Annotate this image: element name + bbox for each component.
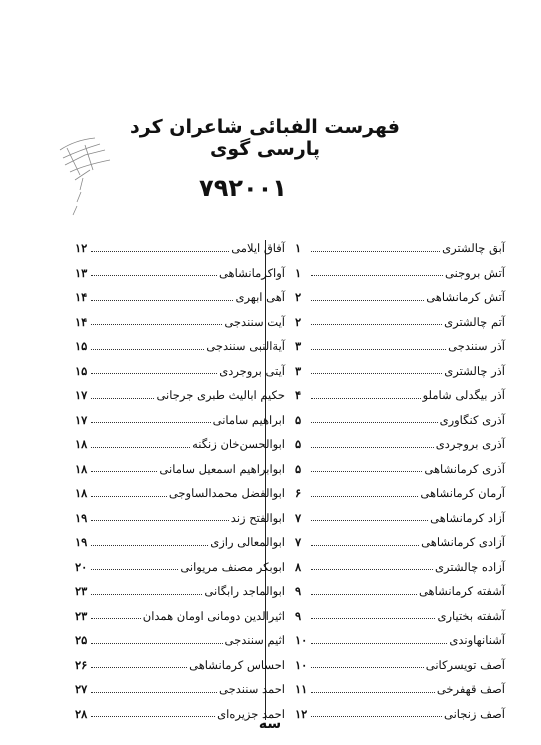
index-entry [295,677,505,702]
index-entry [75,408,285,433]
dot-leader [91,447,190,448]
index-entry [75,236,285,261]
dot-leader [311,643,447,644]
dot-leader [311,447,434,448]
page-ref: ۱۵ [75,339,88,354]
poet-name: احمد جزیره‌ای [217,706,285,721]
poet-name: آزاده چالشتری [435,559,505,574]
dot-leader [311,471,422,472]
index-entry [295,653,505,678]
poet-name: آواکرمانشاهی [218,265,285,280]
poet-name: آشفته کرمانشاهی [418,584,505,599]
dot-leader [91,373,217,374]
index-entry [295,530,505,555]
page-ref: ۱ [295,265,302,280]
index-entry [75,653,285,678]
page-ref: ۱۳ [75,265,88,280]
dot-leader [311,324,442,325]
index-entry [75,555,285,580]
dot-leader [311,520,428,521]
index-entry [295,261,505,286]
page-ref: ۱۴ [75,290,88,305]
index-entry [75,383,285,408]
poet-name: احمد سنندجی [219,682,285,697]
page-ref: ۵ [295,437,302,452]
page-ref: ۱۷ [75,412,88,427]
dot-leader [311,496,418,497]
poet-name: حکیم ابالیث طبری جرجانی [156,388,285,403]
dot-leader [311,300,424,301]
page-ref: ۱۲ [75,241,88,256]
catalog-number: ۷۹۲۰۰۱ [199,174,287,202]
poet-name: آشنانهاوندی [449,633,505,648]
dot-leader [91,692,217,693]
dot-leader [91,471,157,472]
dot-leader [91,275,217,276]
page-ref: ۲۷ [75,682,88,697]
poet-name: ابوالفتح زند [230,510,285,525]
page-ref: ۱۰ [295,657,308,672]
index-entry [295,383,505,408]
index-entry [75,481,285,506]
page-ref: ۲ [295,290,302,305]
poet-name: آصف زنجانی [444,706,505,721]
page-title: فهرست الفبائی شاعران کرد پارسی گوی [130,116,400,160]
index-entry [75,530,285,555]
index-entry [295,481,505,506]
dot-leader [91,300,233,301]
index-entry [75,628,285,653]
page-ref: ۱ [295,241,302,256]
dot-leader [311,349,446,350]
index-entry [295,359,505,384]
dot-leader [91,594,202,595]
page-ref: ۷ [295,510,302,525]
page-ref: ۷ [295,535,302,550]
index-entry [75,702,285,727]
dot-leader [91,349,204,350]
index-entry [295,555,505,580]
poet-name: آفاق ایلامی [231,241,285,256]
index-entry [75,359,285,384]
dot-leader [91,324,222,325]
index-entry [75,432,285,457]
poet-name: آذری کنگاوری [439,412,505,427]
poet-name: ابوالحسن‌خان زنگنه [192,437,285,452]
index-entry [75,261,285,286]
dot-leader [311,275,443,276]
page-ref: ۱۹ [75,510,88,525]
dot-leader [311,594,417,595]
poet-name: آذری بروجردی [435,437,505,452]
poet-name: آبق چالشتری [442,241,505,256]
poet-name: اثیم سنندجی [224,633,285,648]
index-column-left [75,236,285,726]
page-ref: ۱۸ [75,437,88,452]
dot-leader [311,667,424,668]
index-entry [75,506,285,531]
poet-name: آیتی بروجردی [219,363,285,378]
poet-name: ابراهیم سامانی [212,412,285,427]
poet-name: ابوالماجد رابگانی [204,584,285,599]
dot-leader [91,716,215,717]
index-entry [295,628,505,653]
poet-name: آیةالنبی سنندجی [206,339,285,354]
index-entry [295,457,505,482]
page-ref: ۱۹ [75,535,88,550]
dot-leader [91,398,154,399]
dot-leader [311,373,442,374]
index-entry [75,677,285,702]
page-ref: ۱۸ [75,461,88,476]
index-entry [295,579,505,604]
index-entry [295,604,505,629]
page-ref: ۱۲ [295,706,308,721]
dot-leader [91,618,141,619]
dot-leader [91,496,167,497]
poet-name: آزاد کرمانشاهی [430,510,505,525]
poet-name: اثیرالدین دومانی اومان همدان [142,608,285,623]
poet-name: ابوابراهیم اسمعیل سامانی [159,461,285,476]
index-entry [295,408,505,433]
page-ref: ۳ [295,339,302,354]
dot-leader [91,643,223,644]
poet-name: آتم چالشتری [444,314,505,329]
poet-name: آتش کرمانشاهی [426,290,505,305]
page-ref: ۲ [295,314,302,329]
page-ref: ۱۷ [75,388,88,403]
dot-leader [91,422,211,423]
page-ref: ۲۵ [75,633,88,648]
page-ref: ۱۱ [295,682,308,697]
page-ref: ۱۴ [75,314,88,329]
page-ref: ۱۸ [75,486,88,501]
poet-name: ابوالفضل محمدالساوجی [168,486,285,501]
index-entry [295,285,505,310]
poet-name: آصف قهفرخی [436,682,505,697]
dot-leader [311,716,442,717]
dot-leader [91,520,229,521]
poet-name: آذری کرمانشاهی [424,461,505,476]
dot-leader [91,569,178,570]
dot-leader [91,667,187,668]
page-ref: ۹ [295,608,302,623]
poet-name: آرمان کرمانشاهی [420,486,505,501]
dot-leader [311,545,419,546]
page-ref: ۳ [295,363,302,378]
page-ref: ۲۸ [75,706,88,721]
index-entry [295,310,505,335]
poet-name: ابوالمعالی رازی [210,535,285,550]
index-entry [295,432,505,457]
index-entry [295,702,505,727]
dot-leader [311,251,440,252]
index-entry [75,334,285,359]
page-ref: ۹ [295,584,302,599]
page-number: سه [258,716,282,732]
poet-name: آذر چالشتری [444,363,505,378]
poet-name: آهی ابهری [235,290,285,305]
poet-name: آتش بروجنی [445,265,505,280]
index-entry [75,285,285,310]
poet-name: آشفته بختیاری [437,608,505,623]
index-entry [75,310,285,335]
poet-name: آذر بیگدلی شاملو [422,388,505,403]
dot-leader [311,618,435,619]
index-column-right [295,236,505,726]
page-ref: ۲۳ [75,584,88,599]
index-entry [75,604,285,629]
page-ref: ۵ [295,412,302,427]
poet-name: آذر سنندجی [448,339,505,354]
poet-name: آیت سنندجی [224,314,285,329]
poet-name: آزادی کرمانشاهی [421,535,505,550]
poet-name: احساس کرمانشاهی [189,657,285,672]
page-ref: ۲۰ [75,559,88,574]
index-entry [75,457,285,482]
page-ref: ۲۶ [75,657,88,672]
index-entry [295,334,505,359]
page-ref: ۱۰ [295,633,308,648]
dot-leader [91,545,208,546]
page-ref: ۲۳ [75,608,88,623]
poet-name: آصف تویسرکانی [425,657,505,672]
page-ref: ۵ [295,461,302,476]
dot-leader [311,422,438,423]
poet-name: ابوبکر مصنف مریوانی [180,559,285,574]
index-entry [295,236,505,261]
dot-leader [311,398,421,399]
dot-leader [311,692,435,693]
page-ref: ۸ [295,559,302,574]
index-entry [295,506,505,531]
page-ref: ۱۵ [75,363,88,378]
page-ref: ۶ [295,486,302,501]
dot-leader [311,569,433,570]
index-entry [75,579,285,604]
page-ref: ۴ [295,388,302,403]
dot-leader [91,251,229,252]
